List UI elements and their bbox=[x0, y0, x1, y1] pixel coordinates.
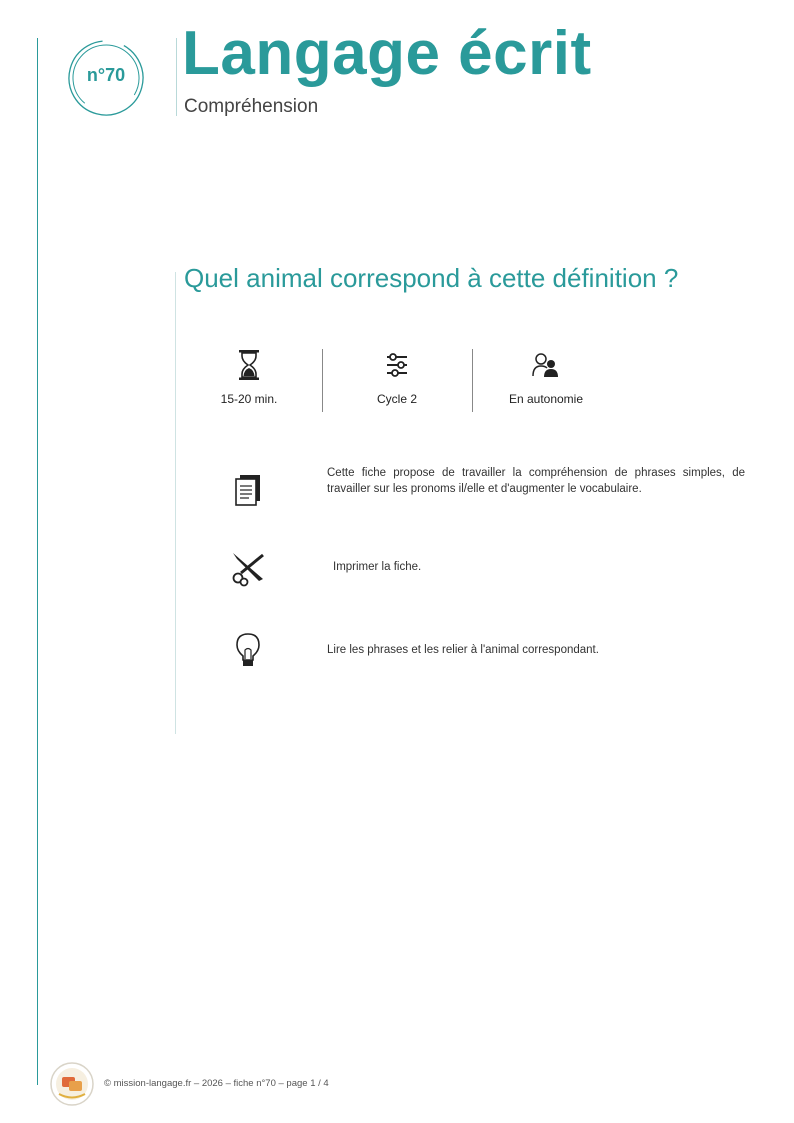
level-label: Cycle 2 bbox=[376, 392, 417, 406]
left-margin-rule bbox=[37, 38, 38, 1085]
step-print: Imprimer la fiche. bbox=[333, 561, 422, 573]
step-scissors bbox=[228, 548, 268, 588]
exercise-question: Quel animal correspond à cette définition ? bbox=[184, 263, 679, 293]
sheet-number-badge bbox=[66, 38, 146, 118]
document-icon bbox=[233, 473, 263, 507]
step-description: Cette fiche propose de travailler la compréhension de phrases simples, de travailler sur les pronoms il/elle et d'augmenter le vocabulaire. bbox=[327, 467, 745, 495]
sheet-number: n°70 bbox=[86, 65, 126, 85]
mission-langage-logo-icon bbox=[49, 1061, 95, 1107]
scissors-icon bbox=[229, 549, 267, 587]
content-rule bbox=[175, 272, 176, 734]
title-rule bbox=[176, 38, 177, 116]
step-lightbulb bbox=[228, 630, 268, 670]
duration-label: 15-20 min. bbox=[220, 392, 278, 406]
footer-logo bbox=[49, 1061, 95, 1107]
mode-label: En autonomie bbox=[508, 392, 584, 406]
lightbulb-icon bbox=[235, 632, 261, 668]
sliders-icon bbox=[384, 352, 410, 378]
step-instruction: Lire les phrases et les relier à l'animal correspondant. bbox=[327, 644, 599, 656]
info-duration bbox=[174, 348, 324, 406]
page-title: Langage écrit bbox=[182, 19, 592, 88]
info-level bbox=[322, 348, 472, 406]
page-subtitle: Compréhension bbox=[184, 96, 319, 117]
hourglass-icon bbox=[236, 349, 262, 381]
info-mode bbox=[471, 348, 621, 406]
person-icon bbox=[532, 352, 560, 378]
step-document bbox=[228, 470, 268, 510]
footer-copyright: © mission-langage.fr – 2026 – fiche n°70 – page 1 / 4 bbox=[104, 1078, 329, 1089]
